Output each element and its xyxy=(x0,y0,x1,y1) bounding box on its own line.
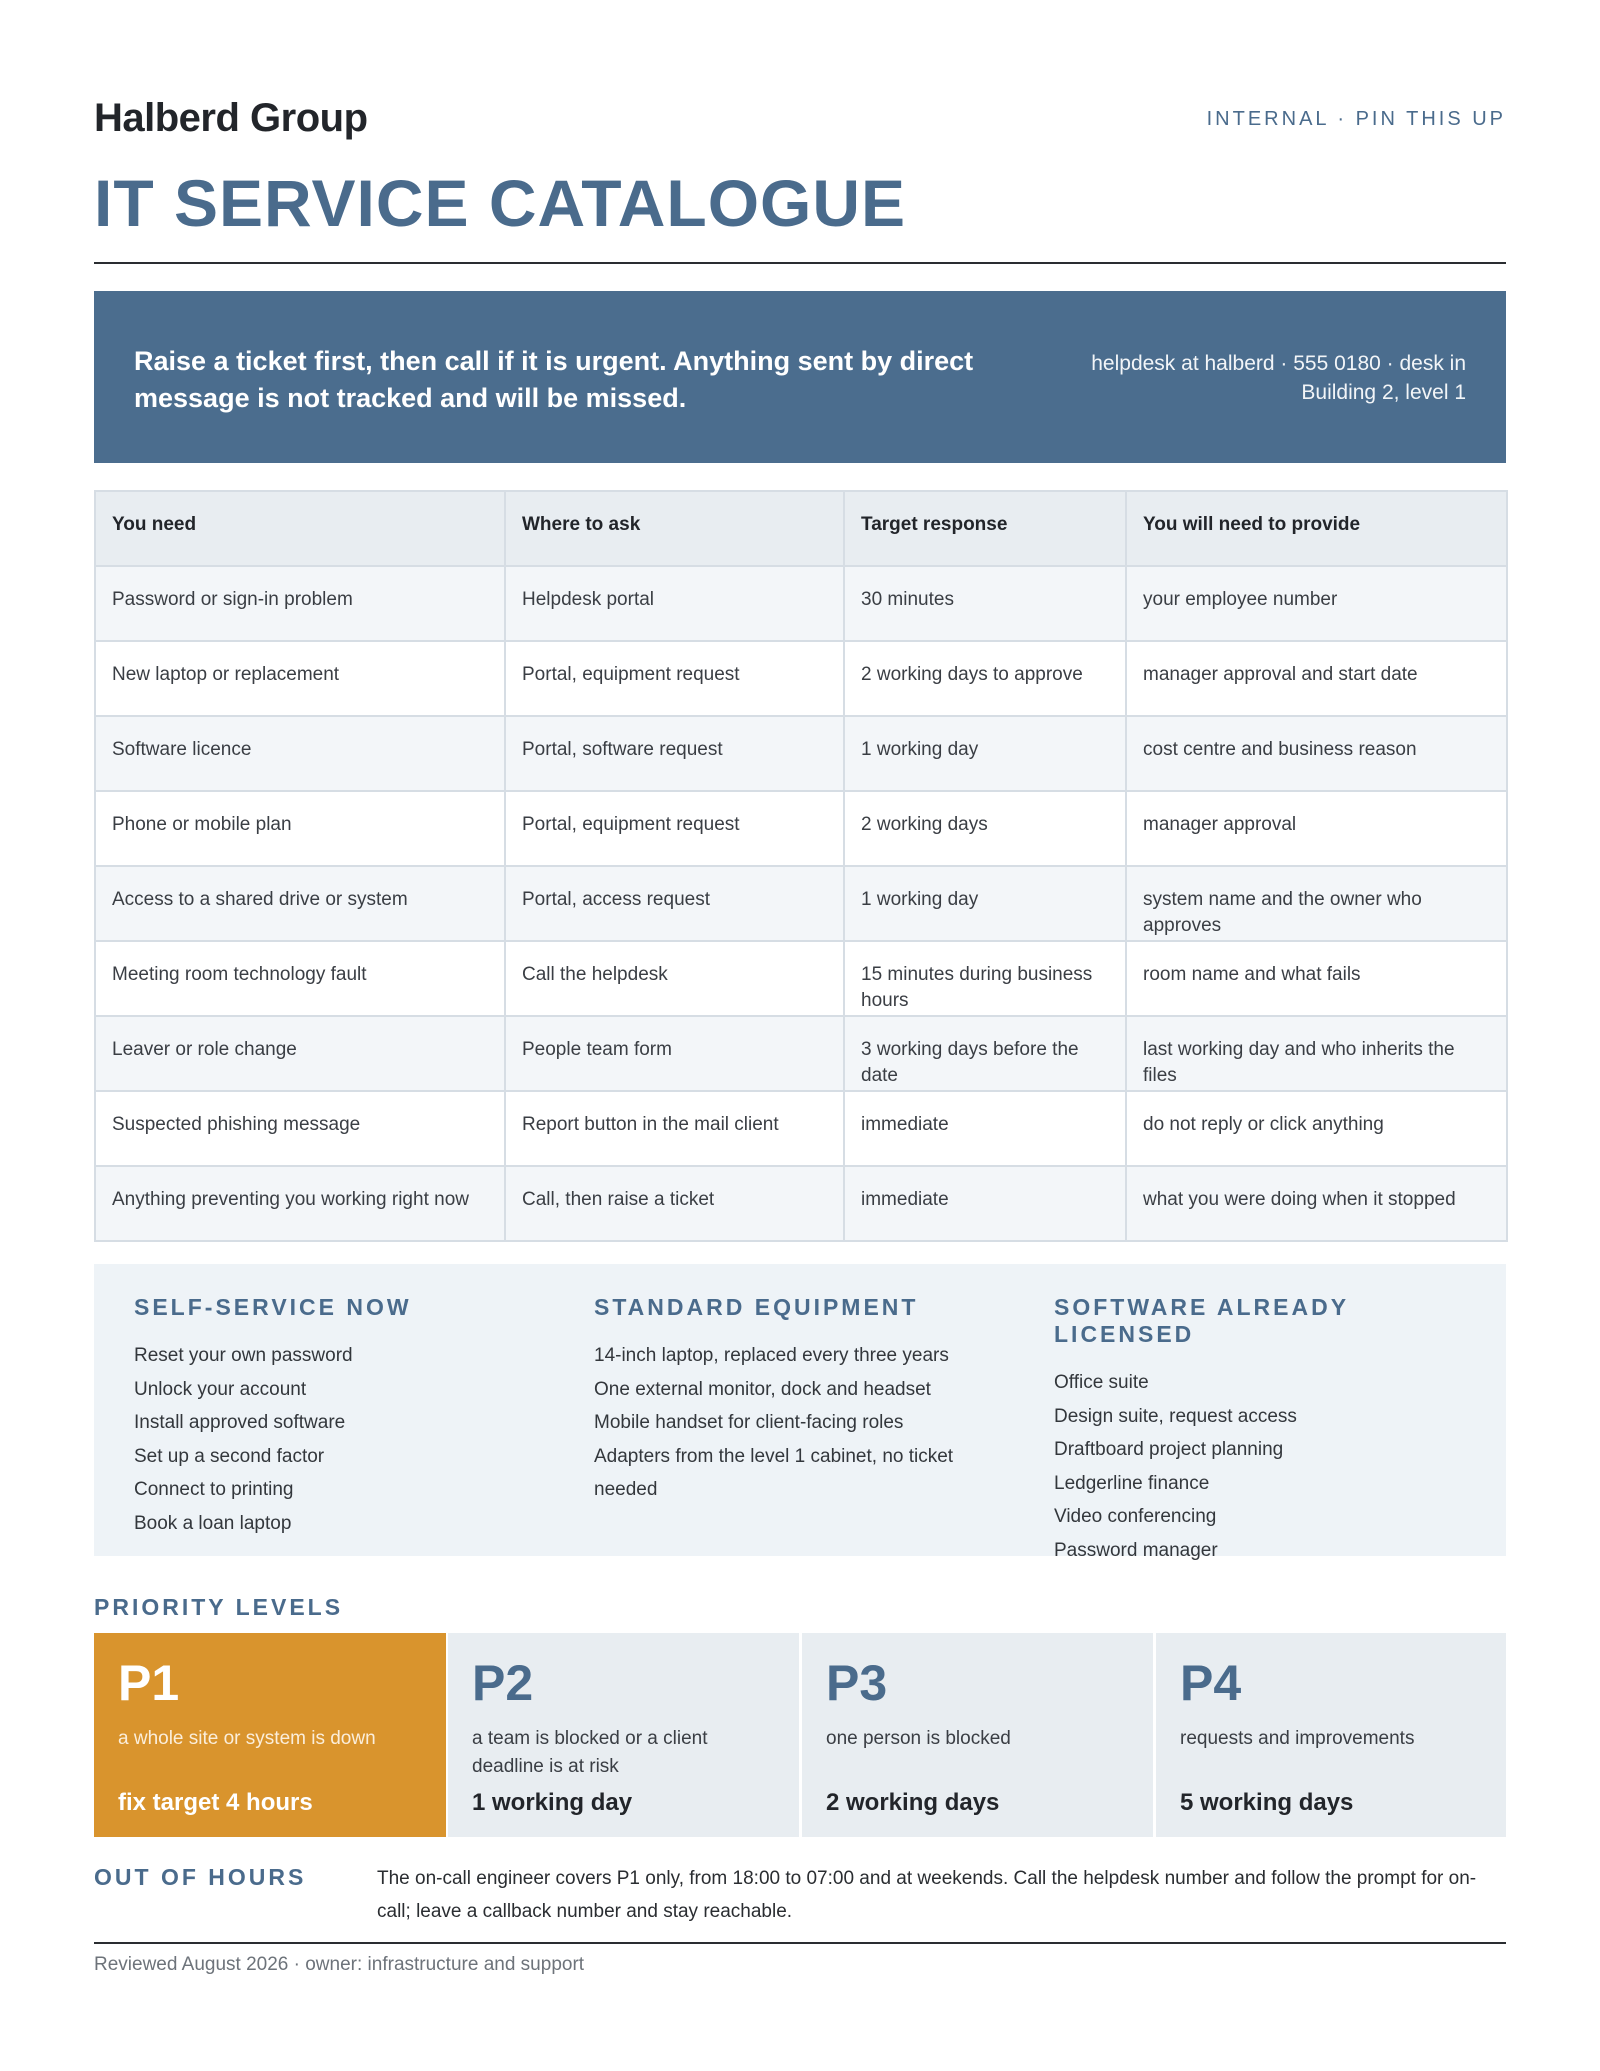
priority-card-p2 xyxy=(448,1633,799,1837)
table-cell: Software licence xyxy=(95,716,505,791)
list-item: Office suite xyxy=(1054,1372,1149,1393)
list-item: Password manager xyxy=(1054,1539,1218,1561)
priority-card-p4 xyxy=(1156,1633,1506,1837)
priority-level: P1 xyxy=(118,1655,180,1711)
out-of-hours-heading: OUT OF HOURS xyxy=(94,1864,307,1890)
table-cell: your employee number xyxy=(1126,566,1507,641)
table-cell: Portal, equipment request xyxy=(505,641,844,716)
table-cell: manager approval xyxy=(1126,791,1507,866)
table-cell: immediate xyxy=(844,1091,1126,1166)
column-header: Where to ask xyxy=(505,491,844,566)
table-cell: Call, then raise a ticket xyxy=(505,1166,844,1241)
table-cell: Suspected phishing message xyxy=(95,1091,505,1166)
service-table xyxy=(94,490,1508,1242)
software-heading: SOFTWARE ALREADY LICENSED xyxy=(1054,1294,1349,1347)
footer-divider xyxy=(94,1942,1506,1944)
table-cell: immediate xyxy=(844,1166,1126,1241)
info-panel xyxy=(94,1264,1506,1561)
table-cell: 3 working days before the date xyxy=(844,1016,1126,1091)
table-row xyxy=(95,941,1507,1016)
priority-description: a whole site or system is down xyxy=(118,1728,376,1749)
table-cell: system name and the owner who approves xyxy=(1126,866,1507,941)
table-cell: what you were doing when it stopped xyxy=(1126,1166,1507,1241)
column-header: Target response xyxy=(844,491,1126,566)
table-cell: 30 minutes xyxy=(844,566,1126,641)
table-cell: New laptop or replacement xyxy=(95,641,505,716)
priority-level: P3 xyxy=(826,1655,888,1711)
equipment-heading: STANDARD EQUIPMENT xyxy=(594,1294,919,1320)
list-item: Unlock your account xyxy=(134,1378,307,1400)
priority-card-p3 xyxy=(802,1633,1153,1837)
table-cell: 2 working days to approve xyxy=(844,641,1126,716)
priority-target: 5 working days xyxy=(1180,1789,1354,1816)
table-cell: 15 minutes during business hours xyxy=(844,941,1126,1016)
table-cell: Phone or mobile plan xyxy=(95,791,505,866)
table-cell: cost centre and business reason xyxy=(1126,716,1507,791)
table-cell: 1 working day xyxy=(844,866,1126,941)
priority-description: one person is blocked xyxy=(826,1728,1011,1749)
table-header-row xyxy=(95,491,1507,566)
priority-target: fix target 4 hours xyxy=(118,1789,313,1816)
list-item: Book a loan laptop xyxy=(134,1512,292,1534)
table-cell: Access to a shared drive or system xyxy=(95,866,505,941)
software-column xyxy=(1054,1294,1474,1567)
notice-banner xyxy=(94,291,1506,463)
header xyxy=(94,96,1506,241)
table-cell: Portal, access request xyxy=(505,866,844,941)
table-row xyxy=(95,1166,1507,1241)
priority-heading: PRIORITY LEVELS xyxy=(94,1594,344,1620)
priority-description: a team is blocked or a client deadline is at risk xyxy=(472,1728,708,1777)
table-cell: manager approval and start date xyxy=(1126,641,1507,716)
table-row xyxy=(95,791,1507,866)
table-cell: do not reply or click anything xyxy=(1126,1091,1507,1166)
list-item: Draftboard project planning xyxy=(1054,1439,1284,1460)
table-cell: People team form xyxy=(505,1016,844,1091)
table-cell: Helpdesk portal xyxy=(505,566,844,641)
list-item: Install approved software xyxy=(134,1412,346,1433)
priority-level: P4 xyxy=(1180,1655,1242,1711)
table-cell: Meeting room technology fault xyxy=(95,941,505,1016)
table-cell: Report button in the mail client xyxy=(505,1091,844,1166)
title-divider xyxy=(94,262,1506,264)
priority-description: requests and improvements xyxy=(1180,1728,1415,1749)
priority-card-p1 xyxy=(94,1633,446,1837)
page-title: IT SERVICE CATALOGUE xyxy=(94,166,907,240)
table-cell: Call the helpdesk xyxy=(505,941,844,1016)
internal-tag: INTERNAL · PIN THIS UP xyxy=(1206,108,1506,130)
list-item: Design suite, request access xyxy=(1054,1405,1297,1427)
list-item: Reset your own password xyxy=(134,1345,353,1366)
priority-levels xyxy=(94,1633,1506,1837)
table-cell: last working day and who inherits the files xyxy=(1126,1016,1507,1091)
table-cell: Password or sign-in problem xyxy=(95,566,505,641)
table-row xyxy=(95,866,1507,941)
table-row xyxy=(95,716,1507,791)
self-service-list xyxy=(134,1339,554,1540)
self-service-column xyxy=(134,1294,554,1540)
footer-note: Reviewed August 2026 · owner: infrastructure and support xyxy=(94,1954,585,1975)
priority-level: P2 xyxy=(472,1655,534,1711)
list-item: Video conferencing xyxy=(1054,1506,1217,1527)
priority-target: 1 working day xyxy=(472,1789,633,1816)
table-cell: room name and what fails xyxy=(1126,941,1507,1016)
software-list xyxy=(1054,1366,1474,1567)
list-item: Connect to printing xyxy=(134,1479,294,1500)
table-row xyxy=(95,1016,1507,1091)
banner-contact: helpdesk at halberd · 555 0180 · desk in Building 2, level 1 xyxy=(1091,352,1466,404)
table-row xyxy=(95,566,1507,641)
org-name: Halberd Group xyxy=(94,96,368,140)
table-cell: Portal, equipment request xyxy=(505,791,844,866)
list-item: Set up a second factor xyxy=(134,1445,325,1467)
table-cell: 2 working days xyxy=(844,791,1126,866)
priority-target: 2 working days xyxy=(826,1789,1000,1816)
table-row xyxy=(95,641,1507,716)
table-cell: Leaver or role change xyxy=(95,1016,505,1091)
list-item: Ledgerline finance xyxy=(1054,1472,1210,1494)
list-item: Mobile handset for client-facing roles xyxy=(594,1412,904,1433)
equipment-column xyxy=(594,1294,1014,1507)
equipment-list xyxy=(594,1339,1014,1507)
column-header: You will need to provide xyxy=(1126,491,1507,566)
column-header: You need xyxy=(95,491,505,566)
list-item: Adapters from the level 1 cabinet, no ticket needed xyxy=(594,1445,954,1500)
table-cell: 1 working day xyxy=(844,716,1126,791)
banner-message: Raise a ticket first, then call if it is urgent. Anything sent by direct message is not tracked and will be missed. xyxy=(134,346,974,413)
table-row xyxy=(95,1091,1507,1166)
table-cell: Anything preventing you working right now xyxy=(95,1166,505,1241)
table-cell: Portal, software request xyxy=(505,716,844,791)
self-service-heading: SELF-SERVICE NOW xyxy=(134,1294,412,1320)
list-item: One external monitor, dock and headset xyxy=(594,1378,931,1400)
out-of-hours-text: The on-call engineer covers P1 only, from 18:00 to 07:00 and at weekends. Call the helpdesk number and follow the prompt for on-call; leave a callback number and stay reachable. xyxy=(377,1868,1477,1922)
list-item: 14-inch laptop, replaced every three years xyxy=(594,1345,949,1366)
